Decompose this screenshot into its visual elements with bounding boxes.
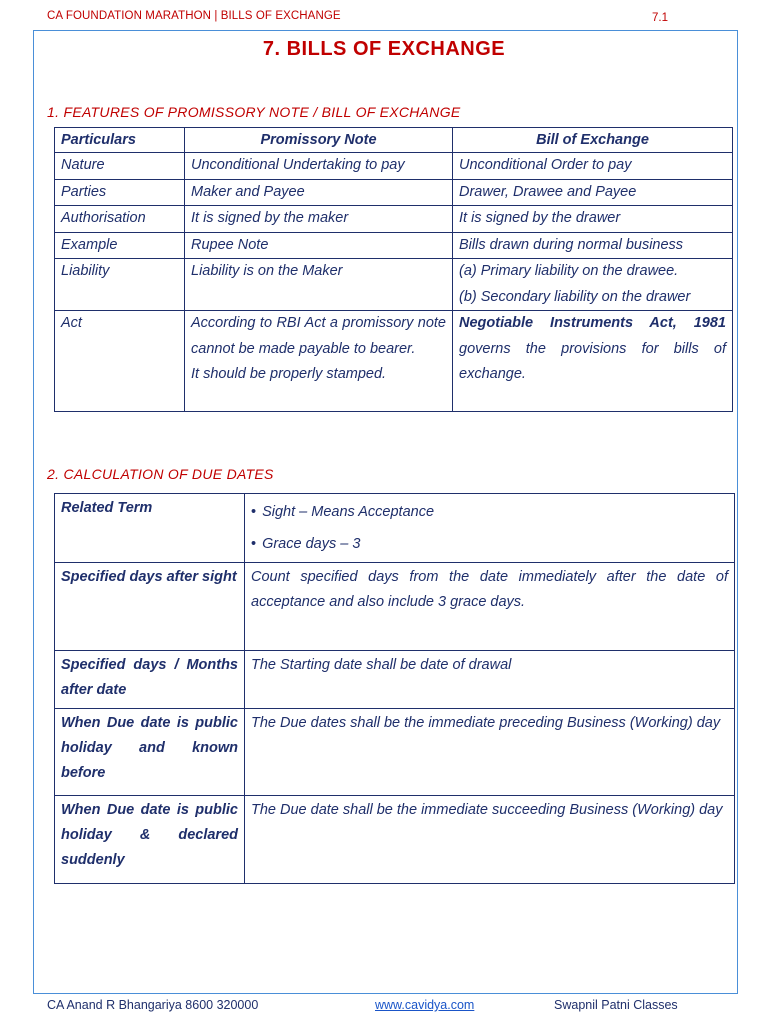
table-cell: Drawer, Drawee and Payee <box>453 179 733 206</box>
page-header <box>0 0 768 30</box>
act-rbi-text: According to RBI Act a promissory note cannot be made payable to bearer. <box>191 315 446 357</box>
term-cell: When Due date is public holiday and known before <box>55 709 245 796</box>
footer-author: CA Anand R Bhangariya 8600 320000 <box>47 998 259 1012</box>
desc-cell: The Due date shall be the immediate succeeding Business (Working) day <box>245 796 735 884</box>
act-stamp-text: It should be properly stamped. <box>191 366 387 382</box>
desc-cell: The Starting date shall be date of drawal <box>245 651 735 709</box>
column-header: Promissory Note <box>185 128 453 153</box>
section-1-heading: 1. FEATURES OF PROMISSORY NOTE / BILL OF EXCHANGE <box>47 104 461 120</box>
bullet-cell <box>245 494 735 563</box>
table-row <box>55 311 733 412</box>
table-cell: Unconditional Order to pay <box>453 153 733 180</box>
table-header-row <box>55 128 733 153</box>
table-row <box>55 259 733 311</box>
desc-cell: Count specified days from the date immediately after the date of acceptance and also include 3 grace days. <box>245 563 735 651</box>
desc-cell: The Due dates shall be the immediate preceding Business (Working) day <box>245 709 735 796</box>
table-cell: Authorisation <box>55 206 185 233</box>
table-cell: Parties <box>55 179 185 206</box>
liability-secondary: (b) Secondary liability on the drawer <box>459 288 691 305</box>
page-number: 7.1 <box>652 12 668 24</box>
list-item: • Sight – Means Acceptance <box>251 496 728 528</box>
table-cell: Rupee Note <box>185 232 453 259</box>
table-cell: Act <box>55 311 185 412</box>
table-cell <box>453 259 733 311</box>
bullet-list <box>251 496 728 560</box>
table-cell: Unconditional Undertaking to pay <box>185 153 453 180</box>
table-cell: Maker and Payee <box>185 179 453 206</box>
table-row <box>55 153 733 180</box>
features-table <box>54 127 733 412</box>
table-cell <box>185 311 453 412</box>
table-row <box>55 563 735 651</box>
table-row <box>55 232 733 259</box>
chapter-title: 7. BILLS OF EXCHANGE <box>262 38 506 60</box>
table-cell: Bills drawn during normal business <box>453 232 733 259</box>
table-row <box>55 179 733 206</box>
liability-primary: (a) Primary liability on the drawee. <box>459 263 679 279</box>
list-item: • Grace days – 3 <box>251 528 728 560</box>
table-row <box>55 206 733 233</box>
table-cell: Liability <box>55 259 185 311</box>
table-cell <box>453 311 733 412</box>
table-cell: Liability is on the Maker <box>185 259 453 311</box>
act-description: governs the provisions for bills of exchange. <box>459 340 726 382</box>
footer-institute: Swapnil Patni Classes <box>554 998 678 1012</box>
term-cell: When Due date is public holiday & declared suddenly <box>55 796 245 884</box>
column-header: Bill of Exchange <box>453 128 733 153</box>
table-cell: Example <box>55 232 185 259</box>
due-dates-table <box>54 493 735 884</box>
header-title: CA FOUNDATION MARATHON | BILLS OF EXCHANGE <box>47 10 341 22</box>
table-row <box>55 651 735 709</box>
act-name: Negotiable Instruments Act, 1981 <box>459 315 726 331</box>
table-cell: It is signed by the drawer <box>453 206 733 233</box>
term-cell: Specified days / Months after date <box>55 651 245 709</box>
table-cell: Nature <box>55 153 185 180</box>
table-row <box>55 494 735 563</box>
table-row <box>55 709 735 796</box>
table-row <box>55 796 735 884</box>
footer-website-link[interactable]: www.cavidya.com <box>375 998 475 1012</box>
table-cell: It is signed by the maker <box>185 206 453 233</box>
term-cell: Specified days after sight <box>55 563 245 651</box>
term-cell: Related Term <box>55 494 245 563</box>
column-header: Particulars <box>55 128 185 153</box>
section-2-heading: 2. CALCULATION OF DUE DATES <box>47 466 274 482</box>
